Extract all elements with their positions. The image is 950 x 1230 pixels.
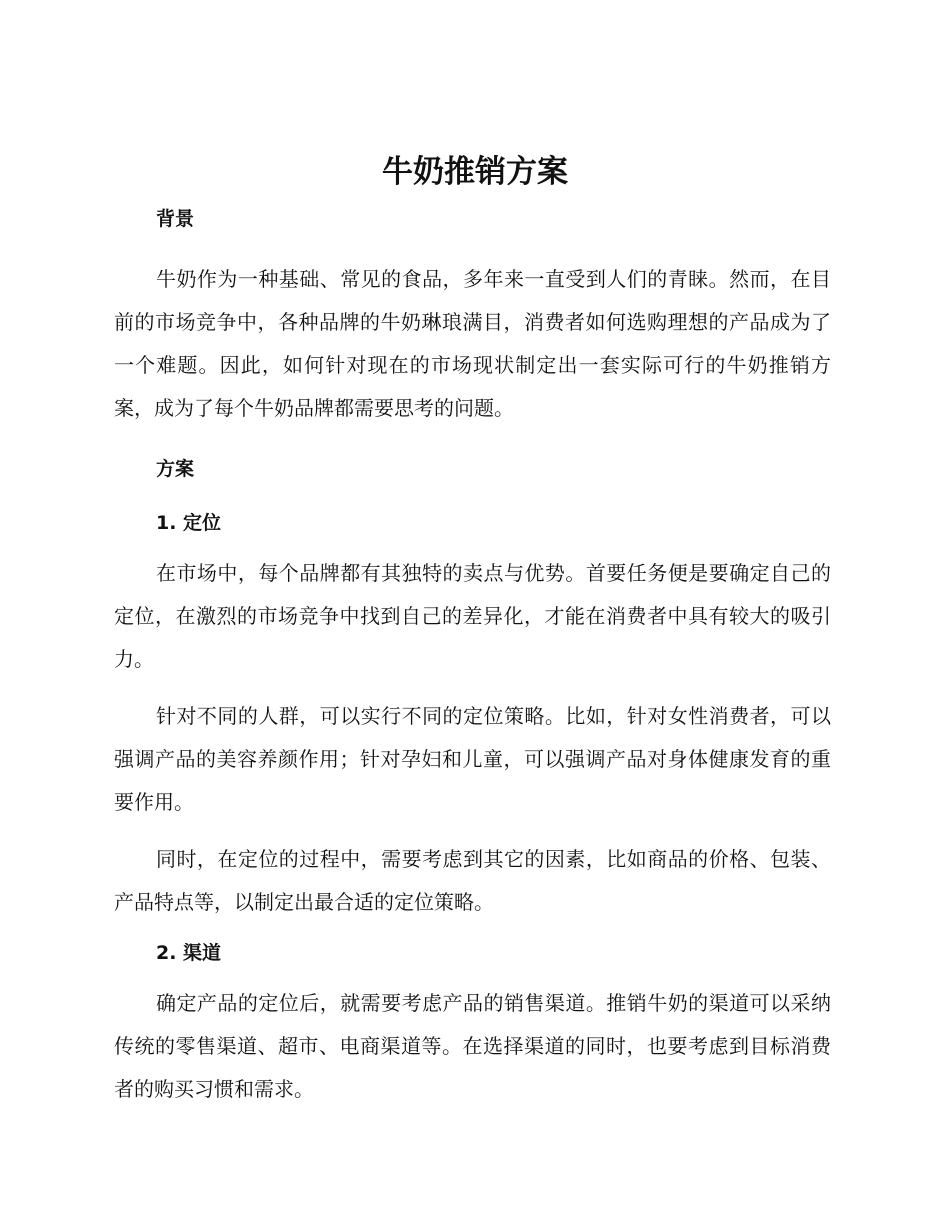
- document-body: [114, 204, 831, 1111]
- document-title: 牛奶推销方案: [382, 154, 568, 190]
- paragraph-positioning-2: 针对不同的人群，可以实行不同的定位策略。比如，针对女性消费者，可以强调产品的美容养颜作用；针对孕妇和儿童，可以强调产品对身体健康发育的重要作用。: [114, 704, 831, 814]
- subheading-channels: 2. 渠道: [156, 942, 222, 964]
- paragraph-channels: 确定产品的定位后，就需要考虑产品的销售渠道。推销牛奶的渠道可以采纳传统的零售渠道、超市、电商渠道等。在选择渠道的同时，也要考虑到目标消费者的购买习惯和需求。: [114, 991, 831, 1101]
- subheading-positioning: 1. 定位: [156, 512, 222, 534]
- paragraph-positioning-3: 同时，在定位的过程中，需要考虑到其它的因素，比如商品的价格、包装、产品特点等，以制定出最合适的定位策略。: [114, 847, 831, 914]
- paragraph-background: 牛奶作为一种基础、常见的食品，多年来一直受到人们的青睐。然而，在目前的市场竞争中，各种品牌的牛奶琳琅满目，消费者如何选购理想的产品成为了一个难题。因此，如何针对现在的市场现状制定出一套实际可行的牛奶推销方案，成为了每个牛奶品牌都需要思考的问题。: [114, 267, 831, 420]
- section-heading-plan: 方案: [156, 458, 195, 480]
- paragraph-positioning-1: 在市场中，每个品牌都有其独特的卖点与优势。首要任务便是要确定自己的定位，在激烈的市场竞争中找到自己的差异化，才能在消费者中具有较大的吸引力。: [114, 561, 831, 671]
- section-heading-background: 背景: [156, 208, 195, 230]
